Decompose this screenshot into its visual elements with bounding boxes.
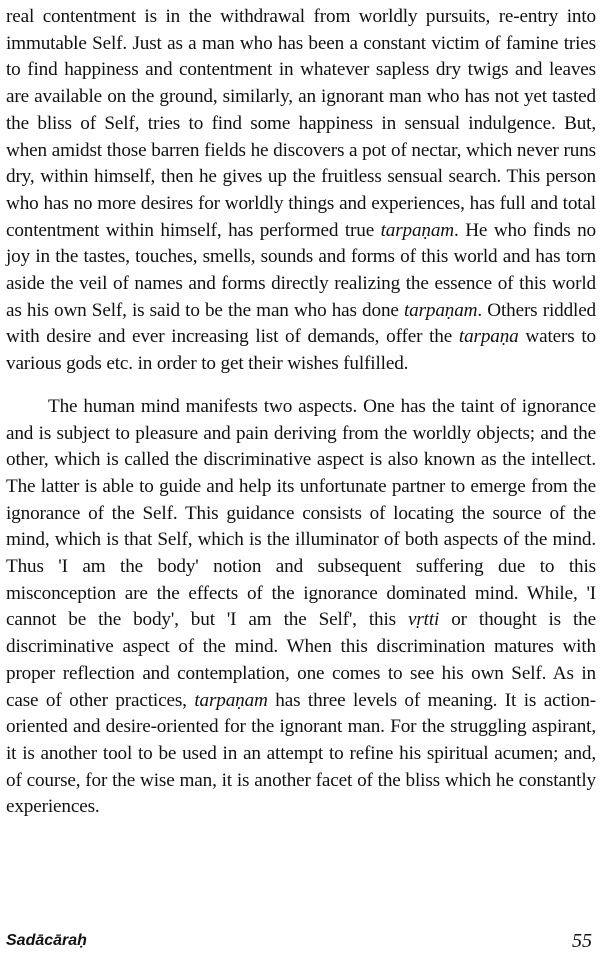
italic-term: tarpaṇa bbox=[458, 326, 519, 348]
page-number: 55 bbox=[572, 930, 592, 952]
text-run: or thought is the discriminative aspect of the mind. When this discrimination matures with proper reflection and contemplation, one comes to see his own Self. As in case of other practices, bbox=[6, 609, 596, 711]
paragraph-2 bbox=[6, 394, 596, 821]
italic-term: tarpaṇam bbox=[380, 219, 455, 241]
text-run: waters to various gods etc. in order to get their wishes fulfilled. bbox=[6, 326, 596, 375]
text-run: real contentment is in the withdrawal from worldly pursuits, re-entry into immutable Self. Just as a man who has been a constant victim of famine tries to find happiness and contentment in whatever sapless dry twigs and leaves are available on the ground, similarly, an ignorant man who has not yet tasted the bliss of Self, tries to find some happiness in sensual indulgence. But, when amidst those barren fields he discovers a pot of nectar, which never runs dry, within himself, then he gives up the fruitless sensual search. This person who has no more desires for worldly things and experiences, has full and total contentment within himself, has performed true bbox=[6, 6, 596, 241]
paragraph-1 bbox=[6, 4, 596, 378]
text-run: . Others riddled with desire and ever increasing list of demands, offer the bbox=[6, 299, 596, 348]
page-footer bbox=[6, 930, 592, 956]
italic-term: vṛtti bbox=[407, 609, 440, 631]
italic-term: tarpaṇam bbox=[194, 689, 268, 711]
running-title: Sadācāraḥ bbox=[6, 932, 87, 949]
text-run: . He who finds no joy in the tastes, touches, smells, sounds and forms of this world and has torn aside the veil of names and forms directly realizing the essence of this world as his own Self, is said to be the man who has done bbox=[6, 219, 596, 321]
page-body bbox=[6, 4, 596, 821]
text-run: The human mind manifests two aspects. One has the taint of ignorance and is subject to pleasure and pain deriving from the worldly objects; and the other, which is called the discriminative aspect is also known as the intellect. The latter is able to guide and help its unfortunate partner to emerge from the ignorance of the Self. This guidance consists of locating the source of the mind, which is that Self, which is the illuminator of both aspects of the mind. Thus 'I am the body' notion and subsequent suffering due to this misconception are the effects of the ignorance dominated mind. While, 'I cannot be the body', but 'I am the Self', this bbox=[6, 395, 596, 631]
text-run: has three levels of meaning. It is action-oriented and desire-oriented for the ignorant man. For the struggling aspirant, it is another tool to be used in an attempt to refine his spiritual acumen; and, of course, for the wise man, it is another facet of the bliss which he constantly experiences. bbox=[6, 689, 596, 818]
italic-term: tarpaṇam bbox=[403, 299, 478, 321]
